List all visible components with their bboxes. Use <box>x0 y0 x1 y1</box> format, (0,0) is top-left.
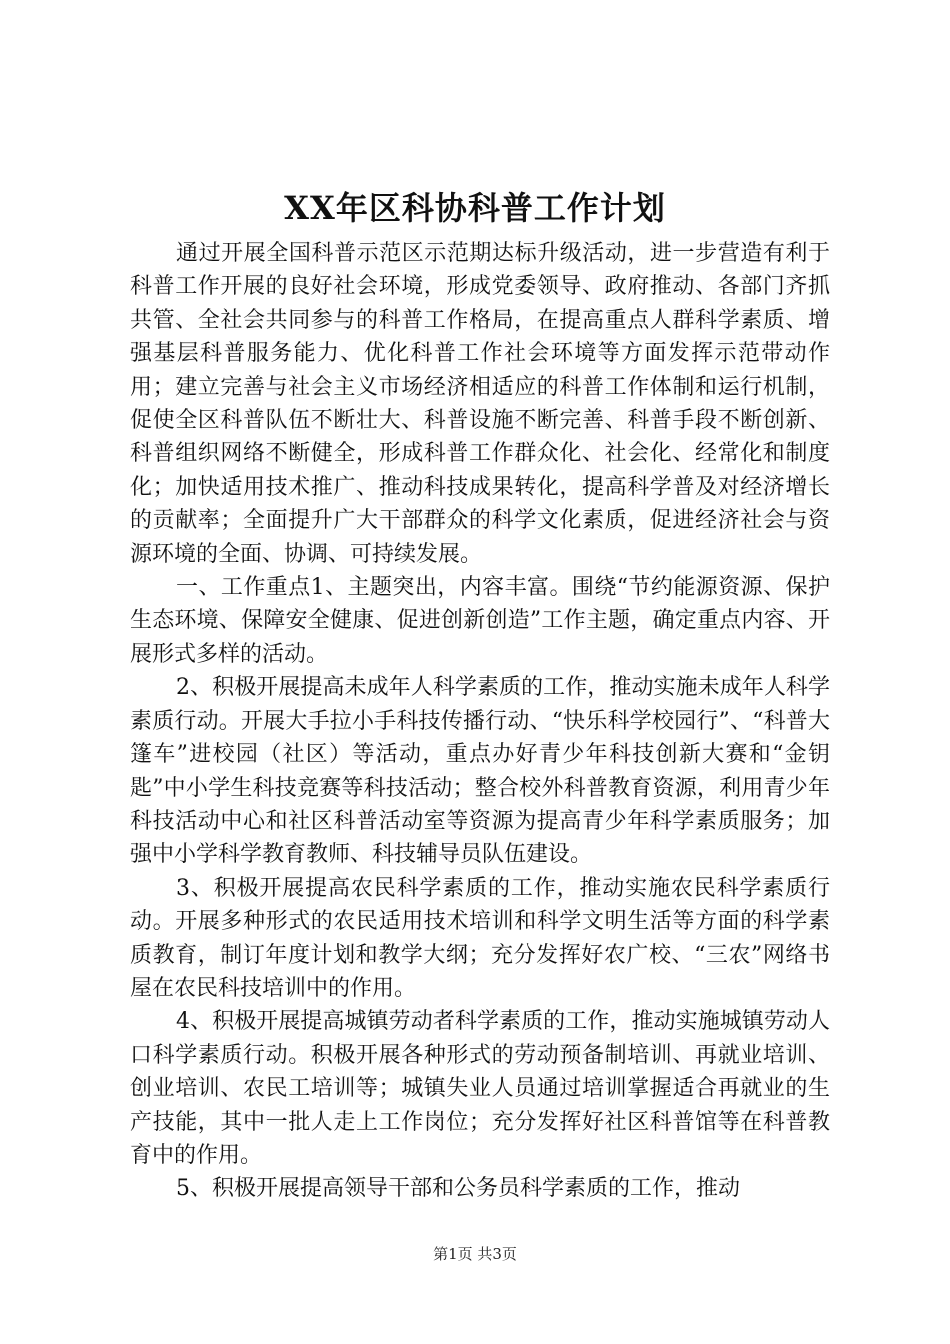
paragraph-intro: 通过开展全国科普示范区示范期达标升级活动，进一步营造有利于科普工作开展的良好社会环境，形成党委领导、政府推动、各部门齐抓共管、全社会共同参与的科普工作格局，在提高重点人群科学素质、增强基层科普服务能力、优化科普工作社会环境等方面发挥示范带动作用；建立完善与社会主义市场经济相适应的科普工作体制和运行机制，促使全区科普队伍不断壮大、科普设施不断完善、科普手段不断创新、科普组织网络不断健全，形成科普工作群众化、社会化、经常化和制度化；加快适用技术推广、推动科技成果转化，提高科学普及对经济增长的贡献率；全面提升广大干部群众的科学文化素质，促进经济社会与资源环境的全面、协调、可持续发展。 <box>130 241 830 567</box>
paragraph-work-focus-3: 3、积极开展提高农民科学素质的工作，推动实施农民科学素质行动。开展多种形式的农民适用技术培训和科学文明生活等方面的科学素质教育，制订年度计划和教学大纲；充分发挥好农广校、“三农”网络书屋在农民科技培训中的作用。 <box>130 875 830 1001</box>
document-body <box>130 237 830 1206</box>
paragraph-work-focus-5: 5、积极开展提高领导干部和公务员科学素质的工作，推动 <box>176 1176 740 1202</box>
paragraph-work-focus-2: 2、积极开展提高未成年人科学素质的工作，推动实施未成年人科学素质行动。开展大手拉小手科技传播行动、“快乐科学校园行”、“科普大篷车”进校园（社区）等活动，重点办好青少年科技创新大赛和“金钥匙”中小学生科技竞赛等科技活动；整合校外科普教育资源，利用青少年科技活动中心和社区科普活动室等资源为提高青少年科学素质服务；加强中小学科学教育教师、科技辅导员队伍建设。 <box>130 675 830 868</box>
document-title: XX年区科协科普工作计划 <box>284 189 666 227</box>
paragraph-work-focus-4: 4、积极开展提高城镇劳动者科学素质的工作，推动实施城镇劳动人口科学素质行动。积极开展各种形式的劳动预备制培训、再就业培训、创业培训、农民工培训等；城镇失业人员通过培训掌握适合再就业的生产技能，其中一批人走上工作岗位；充分发挥好社区科普馆等在科普教育中的作用。 <box>130 1009 830 1168</box>
page-number-footer: 第1页 共3页 <box>433 1245 517 1263</box>
paragraph-work-focus-1: 一、工作重点1、主题突出，内容丰富。围绕“节约能源资源、保护生态环境、保障安全健康、促进创新创造”工作主题，确定重点内容、开展形式多样的活动。 <box>130 575 830 667</box>
